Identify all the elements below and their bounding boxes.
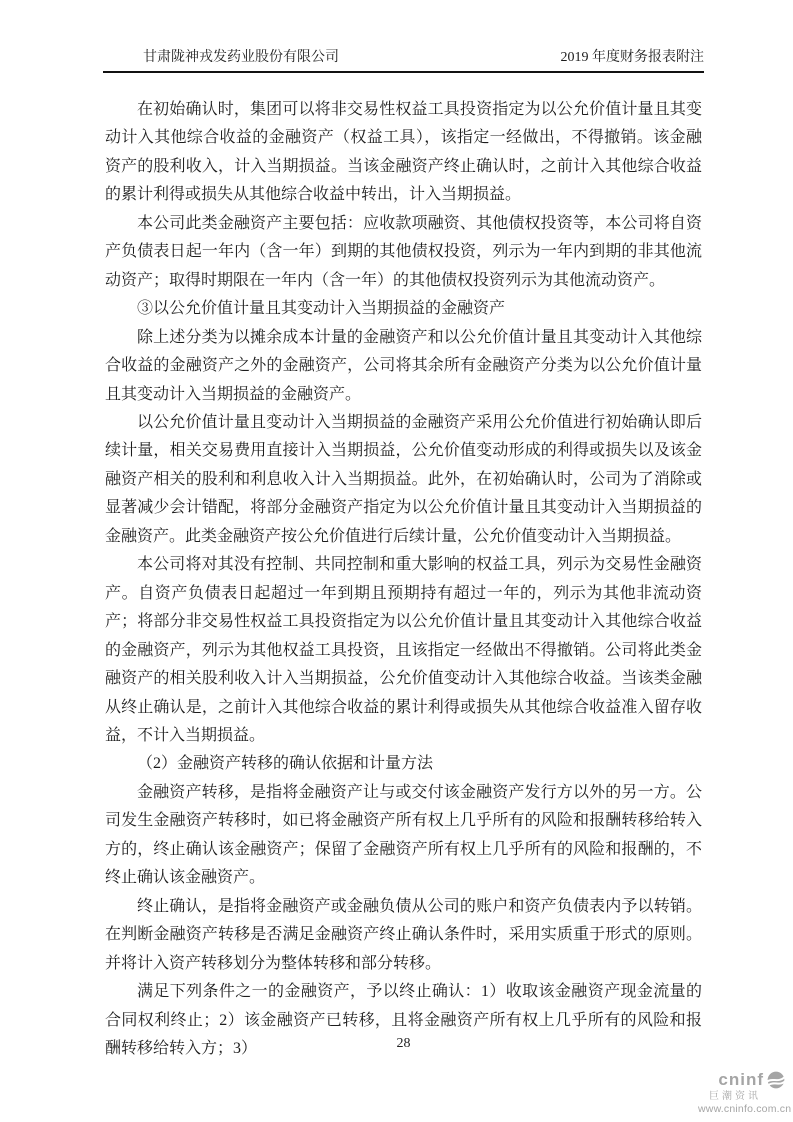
cninfo-brand-text: cninf bbox=[718, 1069, 764, 1089]
paragraph: 金融资产转移，是指将金融资产让与或交付该金融资产发行方以外的另一方。公司发生金融资产转移时，如已将金融资产所有权上几乎所有的风险和报酬转移给转入方的，终止确认该金融资产；保留了金融资产所有权上几乎所有的风险和报酬的，不终止确认该金融资产。 bbox=[105, 783, 702, 887]
paragraph: 本公司将对其没有控制、共同控制和重大影响的权益工具，列示为交易性金融资产。自资产负债表日起超过一年到期且预期持有超过一年的，列示为其他非流动资产；将部分非交易性权益工具投资指定为以公允价值计量且其变动计入其他综合收益的金融资产，列示为其他权益工具投资，且该指定一经做出不得撤销。公司将此类金融资产的相关股利收入计入当期损益，公允价值变动计入其他综合收益。当该类金融从终止确认是，之前计入其他综合收益的累计利得或损失从其他综合收益准入留存收益，不计入当期损益。 bbox=[105, 556, 702, 744]
header-company-name: 甘肃陇神戎发药业股份有限公司 bbox=[143, 50, 339, 65]
paragraph: 本公司此类金融资产主要包括：应收款项融资、其他债权投资等，本公司将自资产负债表日起一年内（含一年）到期的其他债权投资，列示为一年内到期的非其他流动资产；取得时期限在一年内（含一年）的其他债权投资列示为其他流动资产。 bbox=[105, 214, 702, 289]
header-divider bbox=[103, 71, 704, 73]
section-heading: （2）金融资产转移的确认依据和计量方法 bbox=[137, 755, 434, 773]
paragraph: 满足下列条件之一的金融资产，予以终止确认：1）收取该金融资产现金流量的合同权利终止；2）该金融资产已转移，且将金融资产所有权上几乎所有的风险和报酬转移给转入方；3） bbox=[105, 983, 702, 1057]
document-body bbox=[105, 96, 702, 1063]
section-heading: ③以公允价值计量且其变动计入当期损益的金融资产 bbox=[137, 300, 506, 318]
cninfo-swirl-icon bbox=[766, 1070, 786, 1090]
cninfo-brand-row bbox=[698, 1070, 786, 1090]
cninfo-url: www.cninfo.com.cn bbox=[698, 1103, 792, 1115]
cninfo-logo bbox=[698, 1069, 792, 1116]
paragraph: 以公允价值计量且变动计入当期损益的金融资产采用公允价值进行初始确认即后续计量，相关交易费用直接计入当期损益，公允价值变动形成的利得或损失以及该金融资产相关的股利和利息收入计入当期损益。此外，在初始确认时，公司为了消除或显著减少会计错配，将部分金融资产指定为以公允价值计量且其变动计入当期损益的金融资产。此类金融资产按公允价值进行后续计量，公允价值变动计入当期损益。 bbox=[105, 413, 702, 545]
page-number: 28 bbox=[396, 1036, 411, 1051]
header-doc-title: 2019 年度财务报表附注 bbox=[560, 50, 704, 65]
paragraph: 终止确认，是指将金融资产或金融负债从公司的账户和资产负债表内予以转销。在判断金融资产转移是否满足金融资产终止确认条件时，采用实质重于形式的原则。并将计入资产转移划分为整体转移和部分转移。 bbox=[105, 897, 702, 972]
page-header bbox=[103, 46, 704, 66]
paragraph: 除上述分类为以摊余成本计量的金融资产和以公允价值计量且其变动计入其他综合收益的金融资产之外的金融资产，公司将其余所有金融资产分类为以公允价值计量且其变动计入当期损益的金融资产。 bbox=[105, 328, 702, 403]
cninfo-chinese-name: 巨潮资讯 bbox=[709, 1091, 761, 1102]
paragraph: 在初始确认时，集团可以将非交易性权益工具投资指定为以公允价值计量且其变动计入其他综合收益的金融资产（权益工具），该指定一经做出，不得撤销。该金融资产的股利收入，计入当期损益。当该金融资产终止确认时，之前计入其他综合收益的累计利得或损失从其他综合收益中转出，计入当期损益。 bbox=[105, 101, 702, 204]
